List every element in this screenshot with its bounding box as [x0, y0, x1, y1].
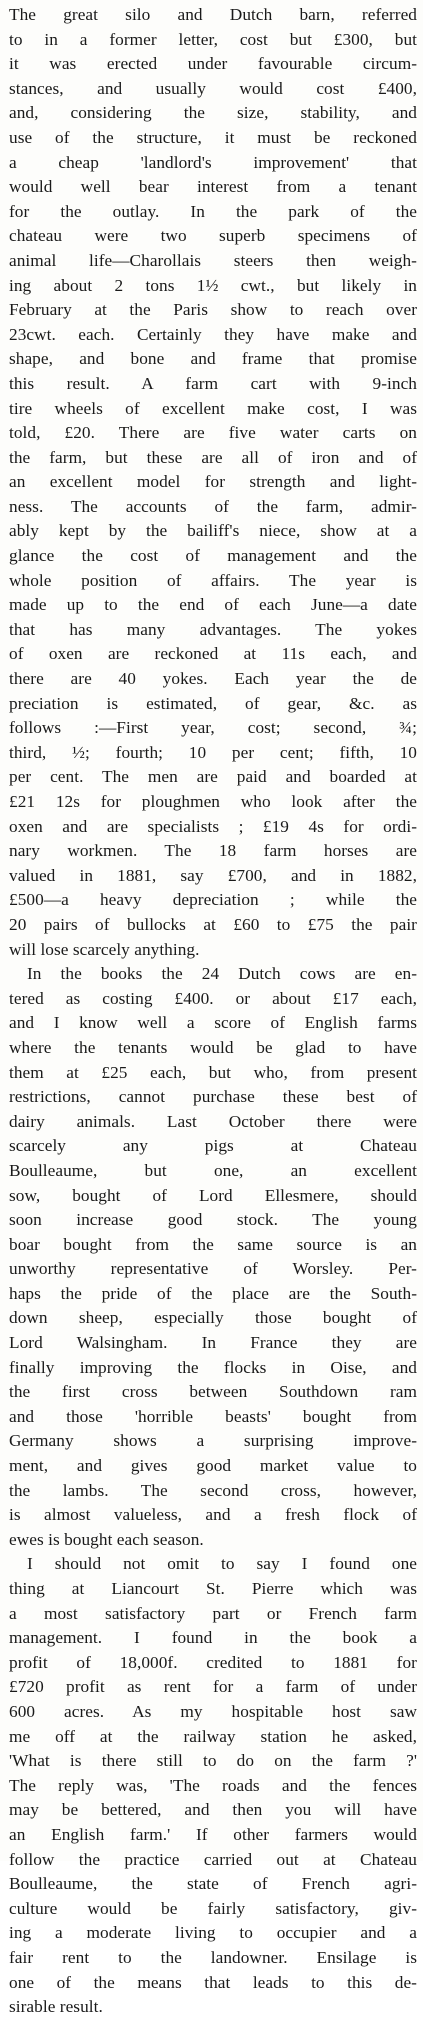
text-line: a most satisfactory part or French farm	[9, 1603, 417, 1623]
text-line: them at £25 each, but who, from present	[9, 1062, 417, 1082]
text-line: down sheep, especially those bought of	[9, 1308, 417, 1328]
text-line: thing at Liancourt St. Pierre which was	[9, 1579, 417, 1598]
text-line: ably kept by the bailiff's niece, show at a	[9, 521, 417, 541]
article-column	[9, 3, 417, 2020]
text-line: management. I found in the book a	[9, 1628, 417, 1648]
text-line: ewes is bought each season.	[9, 1529, 204, 1549]
text-line: 23cwt. each. Certainly they have make and	[9, 324, 417, 344]
text-line: soon increase good stock. The young	[9, 1210, 417, 1230]
text-line: animal life—Charollais steers then weigh-	[9, 250, 417, 270]
article-paragraph	[9, 1552, 417, 2019]
text-line: a cheap 'landlord's improvement' that	[9, 152, 417, 172]
text-line: ment, and gives good market value to	[9, 1456, 417, 1476]
text-line: the first cross between Southdown ram	[9, 1382, 417, 1402]
text-line: glance the cost of management and the	[9, 546, 417, 566]
text-line: where the tenants would be glad to have	[9, 1037, 417, 1057]
text-line: £720 profit as rent for a farm of under	[9, 1677, 417, 1697]
text-line: will lose scarcely anything.	[9, 939, 200, 959]
text-line: of oxen are reckoned at 11s each, and	[9, 644, 417, 664]
text-line: nary workmen. The 18 farm horses are	[9, 841, 417, 861]
text-line: whole position of affairs. The year is	[9, 570, 417, 590]
text-line: 'What is there still to do on the farm ?'	[9, 1751, 417, 1771]
text-line: an excellent model for strength and light-	[9, 472, 417, 492]
text-line: profit of 18,000f. credited to 1881 for	[9, 1652, 417, 1672]
text-line: Lord Walsingham. In France they are	[9, 1333, 417, 1353]
text-line: 20 pairs of bullocks at £60 to £75 the pair	[9, 914, 417, 934]
text-line: dairy animals. Last October there were	[9, 1111, 417, 1131]
text-line: boar bought from the same source is an	[9, 1234, 417, 1254]
text-line: that has many advantages. The yokes	[9, 619, 417, 639]
text-line: finally improving the flocks in Oise, and	[9, 1357, 417, 1377]
text-line: Boulleaume, the state of French agri-	[9, 1874, 417, 1894]
text-line: me off at the railway station he asked,	[9, 1726, 417, 1746]
text-line: per cent. The men are paid and boarded at	[9, 767, 417, 787]
text-line: and those 'horrible beasts' bought from	[9, 1406, 417, 1426]
text-line: scarcely any pigs at Chateau	[9, 1136, 417, 1156]
text-line: stances, and usually would cost £400,	[9, 78, 417, 98]
text-line: Germany shows a surprising improve-	[9, 1431, 417, 1451]
text-line: and, considering the size, stability, and	[9, 103, 417, 123]
text-line: tire wheels of excellent make cost, I was	[9, 398, 417, 418]
text-line: told, £20. There are five water carts on	[9, 423, 417, 443]
text-line: Boulleaume, but one, an excellent	[9, 1160, 417, 1180]
text-line: there are 40 yokes. Each year the de	[9, 669, 417, 689]
text-line: fair rent to the landowner. Ensilage is	[9, 1947, 417, 1967]
text-line: is almost valueless, and a fresh flock of	[9, 1505, 417, 1525]
text-line: shape, and bone and frame that promise	[9, 349, 417, 369]
text-line: In the books the 24 Dutch cows are en-	[27, 964, 417, 984]
article-paragraph	[9, 962, 417, 1552]
text-line: restrictions, cannot purchase these best of	[9, 1087, 417, 1107]
text-line: for the outlay. In the park of the	[9, 201, 417, 221]
text-line: it was erected under favourable circum-	[9, 54, 417, 74]
text-line: haps the pride of the place are the South-	[9, 1283, 417, 1303]
text-line: would well bear interest from a tenant	[9, 177, 417, 197]
article-paragraph	[9, 3, 417, 962]
text-line: ing about 2 tons 1½ cwt., but likely in	[9, 275, 417, 295]
text-line: this result. A farm cart with 9-inch	[9, 373, 417, 393]
text-line: follows :—First year, cost; second, ¾;	[9, 718, 417, 738]
text-line: The great silo and Dutch barn, referred	[9, 5, 417, 24]
text-line: February at the Paris show to reach over	[9, 300, 417, 320]
text-line: one of the means that leads to this de-	[9, 1972, 417, 1992]
text-line: preciation is estimated, of gear, &c. as	[9, 693, 417, 713]
text-line: 600 acres. As my hospitable host saw	[9, 1701, 417, 1721]
text-line: ness. The accounts of the farm, admir-	[9, 496, 417, 516]
text-line: and I know well a score of English farms	[9, 1013, 417, 1033]
text-line: the lambs. The second cross, however,	[9, 1480, 417, 1500]
text-line: I should not omit to say I found one	[27, 1554, 417, 1574]
text-line: oxen and are specialists ; £19 4s for ordi-	[9, 816, 417, 836]
text-line: tered as costing £400. or about £17 each,	[9, 988, 417, 1008]
text-line: to in a former letter, cost but £300, but	[9, 29, 417, 49]
text-line: use of the structure, it must be reckoned	[9, 127, 417, 147]
text-line: sirable result.	[9, 1997, 103, 2017]
text-line: follow the practice carried out at Chateau	[9, 1849, 417, 1869]
text-line: may be bettered, and then you will have	[9, 1800, 417, 1820]
text-line: ing a moderate living to occupier and a	[9, 1923, 417, 1943]
text-line: third, ½; fourth; 10 per cent; fifth, 10	[9, 742, 417, 762]
text-line: chateau were two superb specimens of	[9, 226, 417, 246]
text-line: culture would be fairly satisfactory, giv-	[9, 1898, 417, 1918]
text-line: £500—a heavy depreciation ; while the	[9, 890, 417, 910]
text-line: made up to the end of each June—a date	[9, 595, 417, 615]
text-line: an English farm.' If other farmers would	[9, 1824, 417, 1844]
text-line: unworthy representative of Worsley. Per-	[9, 1259, 417, 1279]
text-line: the farm, but these are all of iron and of	[9, 447, 417, 467]
text-line: valued in 1881, say £700, and in 1882,	[9, 865, 417, 885]
text-line: sow, bought of Lord Ellesmere, should	[9, 1185, 417, 1205]
text-line: The reply was, 'The roads and the fences	[9, 1775, 417, 1795]
text-line: £21 12s for ploughmen who look after the	[9, 792, 417, 811]
